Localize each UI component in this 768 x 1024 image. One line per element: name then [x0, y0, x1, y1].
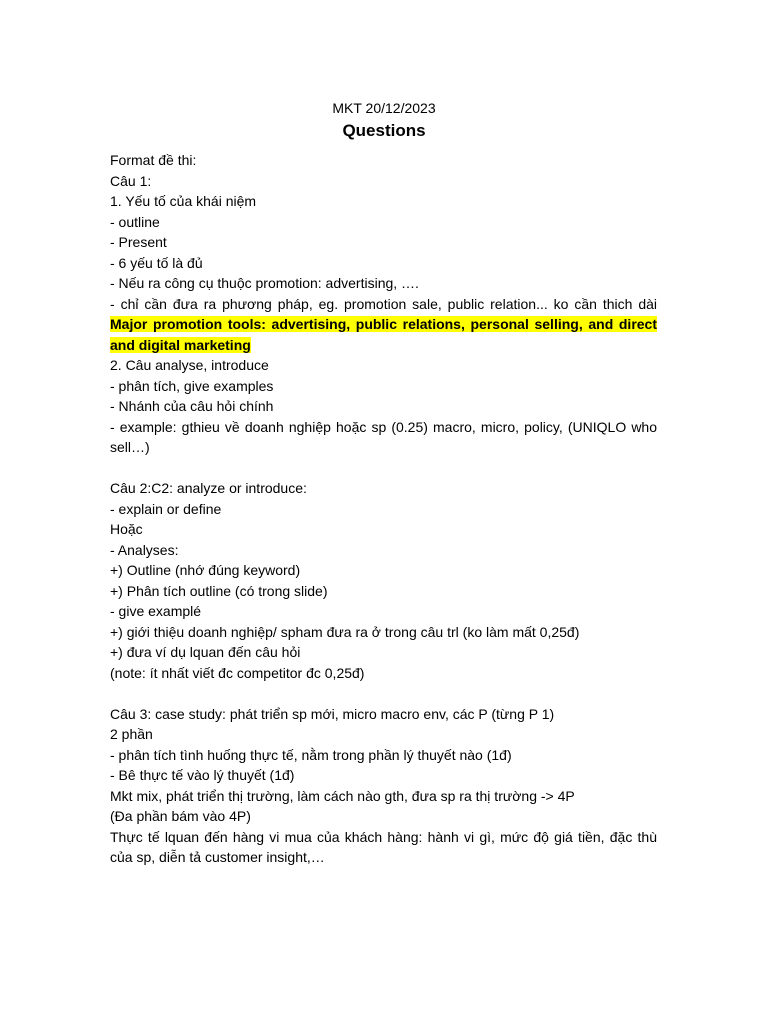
document-body [110, 150, 657, 868]
text-line: 1. Yếu tố của khái niệm [110, 193, 257, 209]
text-line: - Analyses: [110, 541, 179, 558]
text-line: - 6 yếu tố là đủ [110, 254, 203, 271]
text-line: +) giới thiệu doanh nghiệp/ spham đưa ra ở trong câu trl (ko làm mất 0,25đ) [110, 623, 580, 640]
text-line: - outline [110, 213, 160, 230]
text-line-cau3: Câu 3: case study: phát triển sp mới, micro macro env, các P (từng P 1) [110, 705, 555, 722]
text-line: (note: ít nhất viết đc competitor đc 0,25đ) [110, 664, 365, 681]
blank-line [110, 458, 657, 479]
text-line: Hoặc [110, 521, 143, 537]
text-line: Mkt mix, phát triển thị trường, làm cách nào gth, đưa sp ra thị trường -> 4P [110, 787, 575, 804]
text-line: +) Outline (nhớ đúng keyword) [110, 562, 301, 578]
text-line: - Bê thực tế vào lý thuyết (1đ) [110, 767, 295, 783]
text-line: 2 phần [110, 726, 153, 742]
document-title: Questions [342, 121, 426, 140]
text-line: - give examplé [110, 603, 202, 619]
text-line-format: Format đề thi: [110, 152, 197, 168]
text-paragraph: Thực tế lquan đến hàng vi mua của khách hàng: hành vi gì, mức độ giá tiền, đặc thù của sp, diễn tả customer insight,… [110, 828, 657, 865]
text-line: - Nhánh của câu hỏi chính [110, 398, 274, 414]
text-line: - phân tích tình huống thực tế, nằm trong phần lý thuyết nào (1đ) [110, 746, 512, 763]
text-line: - Nếu ra công cụ thuộc promotion: advertising, …. [110, 275, 419, 291]
text-paragraph: - example: gthieu về doanh nghiệp hoặc sp (0.25) macro, micro, policy, (UNIQLO who sell…) [110, 418, 657, 455]
text-line-cau2: Câu 2:C2: analyze or introduce: [110, 480, 307, 496]
highlighted-text [110, 314, 657, 355]
highlight-span: Major promotion tools: advertising, public relations, personal selling, and direct and digital marketing [110, 316, 657, 353]
text-line-cau1: Câu 1: [110, 172, 152, 189]
text-line: +) Phân tích outline (có trong slide) [110, 582, 328, 599]
blank-line [110, 683, 657, 704]
text-line: - Present [110, 234, 167, 250]
document-date: MKT 20/12/2023 [332, 100, 436, 116]
text-line: +) đưa ví dụ lquan đến câu hỏi [110, 644, 301, 660]
text-line: - phân tích, give examples [110, 377, 274, 394]
text-line: - explain or define [110, 500, 222, 517]
text-line: 2. Câu analyse, introduce [110, 357, 269, 373]
text-line: (Đa phần bám vào 4P) [110, 808, 251, 824]
text-line: - chỉ cần đưa ra phương pháp, eg. promotion sale, public relation... ko cần thich dài [110, 295, 657, 312]
